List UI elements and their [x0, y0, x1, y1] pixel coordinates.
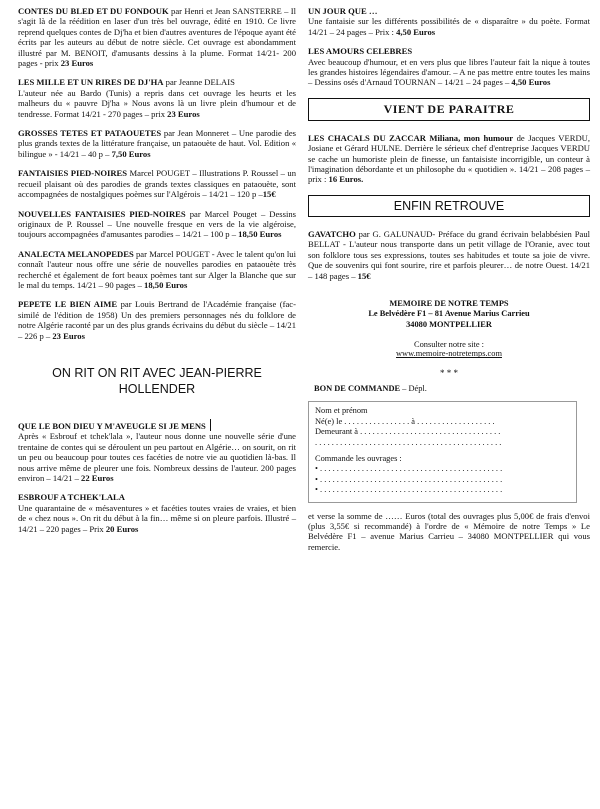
right-column: [308, 6, 590, 552]
birth-field: Né(e) le . . . . . . . . . . . . . . . . à . . . . . . . . . . . . . . . . . . .: [315, 416, 495, 426]
book-entry: LES AMOURS CELEBRES Avec beaucoup d'humour, et en vers plus que libres l'auteur fait la nique à toutes les grandes histoires légendaires d'amour. – A ne pas mettre entre toutes les mains – Dessins osés d'Arnaud TOURNAN – 14/21 – 24 pages – 4,50 Euros: [308, 46, 590, 88]
book-entry: LES CHACALS DU ZACCAR Miliana, mon humour de Jacques VERDU, Josiane et Gérard HULNE. Derrière le sérieux chef d'entreprise Jacques VERDU se cache un humoriste plein de finesse, un fantaisiste incorrigible, un conteur à l'imagination débordante et un philosophe du « quotidien ». 14/21 – 208 pages – prix : 16 Euros.: [308, 132, 591, 185]
order-line: • . . . . . . . . . . . . . . . . . . . . . . . . . . . . . . . . . . . . . . . . . . . .: [315, 485, 503, 495]
blank-line: . . . . . . . . . . . . . . . . . . . . . . . . . . . . . . . . . . . . . . . . . . . . .: [315, 437, 502, 447]
book-title: UN JOUR QUE …: [308, 6, 378, 16]
book-entry: GROSSES TETES ET PATAOUETES par Jean Monneret – Une parodie des plus grands textes de la littérature française, un pataouète de haut. Vol. Edition « bilingue » - 14/21 – 40 p – 7,50 Euros: [18, 128, 297, 159]
book-price: 23 Euros: [167, 108, 200, 119]
book-price: 22 Euros: [81, 473, 114, 483]
address-field: Demeurant à . . . . . . . . . . . . . . . . . . . . . . . . . . . . . . . . . .: [315, 427, 501, 437]
order-form-heading: BON DE COMMANDE – Dépl.: [314, 384, 427, 394]
website-link[interactable]: www.memoire-notretemps.com: [396, 349, 502, 359]
book-title: QUE LE BON DIEU Y M'AVEUGLE SI JE MENS: [18, 420, 206, 431]
order-form: [308, 401, 577, 502]
order-instructions: et verse la somme de …… Euros (total des ouvrages plus 5,00€ de frais d'envoi (plus 3,55€ si recommandé) à l'ordre de « Mémoire de notre Temps » Le Belvédère F1 – avenue Marius Carrieu – 34080 MONTPELLIER qui vous remercie.: [308, 510, 590, 552]
book-entry: LES MILLE ET UN RIRES DE DJ'HA par Jeanne DELAIS L'auteur née au Bardo (Tunis) a repris dans cet ouvrage les heurts et les malheurs du « pauvre Dj'ha » Nous avons là un livre plein d'humour et de tendresse. Format 14/21 - 270 pages – prix 23 Euros: [18, 77, 296, 119]
book-price: 4,50 Euros: [396, 26, 436, 37]
left-column: [18, 6, 296, 543]
book-entry: PEPETE LE BIEN AIME par Louis Bertrand de l'Académie française (fac-similé de l'édition de 1958) Un des premiers personnages nés du folklore de notre Algérie raconté par un des plus grands écrivains du début du siècle – 14/21 – 226 p – 23 Euros: [18, 299, 296, 341]
book-price: 16 Euros.: [328, 174, 364, 185]
separator-stars: * * *: [440, 368, 458, 379]
book-entry: QUE LE BON DIEU Y M'AVEUGLE SI JE MENS Après « Esbrouf et tchek'lala », l'auteur nous donne une nouvelle série d'une trentaine de contes qui se déroulent un peu partout en Algérie… on sourit, on rit un peu ou beaucoup pour toutes ces facéties de notre vie au quotidien là-bas. Il nous arrive même de pleurer une fois. Nombreux dessins de l'auteur. 200 pages environ – 14/21 – 22 Euros: [18, 420, 296, 483]
book-title: LES MILLE ET UN RIRES DE DJ'HA: [18, 77, 164, 88]
book-entry: ANALECTA MELANOPEDES par Marcel POUGET - Avec le talent qu'on lui connaît l'auteur nous offre une série de nouvelles parodies en pataouète très recherché et également de fort beaux poèmes tant sur Alger la Blanche que sur le mal du temps. 14/21 – 90 pages – 18,50 Euros: [18, 248, 296, 290]
book-title: GAVATCHO: [308, 228, 356, 239]
vertical-bar: [210, 419, 211, 431]
book-price: 15€: [262, 189, 276, 200]
book-price: 18,50 Euros: [238, 229, 282, 240]
book-entry: UN JOUR QUE … Une fantaisie sur les différents possibilités de « disparaître » du poète. Format 14/21 – 24 pages – Prix : 4,50 Euros: [308, 6, 590, 37]
order-line: • . . . . . . . . . . . . . . . . . . . . . . . . . . . . . . . . . . . . . . . . . . . .: [315, 474, 503, 484]
website-label: Consulter notre site :: [413, 340, 484, 350]
name-field: Nom et prénom: [315, 406, 368, 416]
publisher-address: MEMOIRE DE NOTRE TEMPS Le Belvédère F1 – 81 Avenue Marius Carrieu 34080 MONTPELLIER: [368, 298, 530, 329]
book-title: LES AMOURS CELEBRES: [308, 46, 413, 57]
book-title: NOUVELLES FANTAISIES PIED-NOIRES: [18, 208, 186, 219]
book-title: PEPETE LE BIEN AIME: [18, 299, 118, 310]
book-entry: CONTES DU BLED ET DU FONDOUK par Henri et Jean SANSTERRE – Il s'agit là de la réédition en laser d'un très bel ouvrage, édité en 1910. Ce livre reprend quelques contes de Dj'ha et bien d'autres aventures de l'époque ayant été écrits par les auteurs au début de notre siècle. Cet ouvrage est abondamment illustré par M. BENOIT, d'amusants dessins à la plume. Format 14/21- 200 pages - prix 23 Euros: [18, 6, 297, 69]
banner-found-again: ENFIN RETROUVE: [308, 195, 590, 217]
book-title: GROSSES TETES ET PATAOUETES: [18, 128, 162, 139]
section-heading: ON RIT ON RIT AVEC JEAN-PIERRE HOLLENDER: [52, 365, 262, 396]
book-title: ESBROUF A TCHEK'LALA: [18, 492, 125, 503]
book-entry: GAVATCHO par G. GALUNAUD- Préface du grand écrivain belabbésien Paul BELLAT - L'auteur nous transporte dans un petit village de l'Oranie, avec tout son folklore tous ses expressions, toutes ses habitudes et toute sa joie de vivre. Que de souvenirs qui font sourire, rire et parfois pleurer… de notre Ouest. 14/21 – 148 pages – 15€: [308, 228, 590, 281]
book-price: 7,50 Euros: [111, 148, 151, 159]
order-line: • . . . . . . . . . . . . . . . . . . . . . . . . . . . . . . . . . . . . . . . . . . . .: [315, 464, 503, 474]
book-price: 20 Euros: [105, 523, 139, 534]
book-price: 15€: [357, 270, 371, 281]
book-title: ANALECTA MELANOPEDES: [18, 248, 134, 259]
order-books-label: Commande les ouvrages :: [315, 454, 402, 464]
book-entry: NOUVELLES FANTAISIES PIED-NOIRES par Marcel Pouget – Dessins originaux de P. Roussel – Une nouvelle fresque en vers de la vie algéroise, toujours accompagnées d'amusantes parodies – 14/21 – 100 p – 18,50 Euros: [18, 208, 297, 240]
book-entry: FANTAISIES PIED-NOIRES Marcel POUGET – Illustrations P. Roussel – un recueil plaisant où des parodies de grands textes classiques en pataouète, sont accompagnées de nostalgiques poèmes sur l'Algérois – 14/21 – 120 p –15€: [18, 168, 296, 200]
book-title: CONTES DU BLED ET DU FONDOUK: [18, 6, 169, 16]
book-entry: ESBROUF A TCHEK'LALA Une quarantaine de « mésaventures » et facéties toutes vraies de vraies, et bien de « chez nous ». On rit du début à la fin… même si on pleure parfois. Illustré – 14/21 – 220 pages – Prix 20 Euros: [18, 492, 296, 534]
book-price: 18,50 Euros: [144, 279, 188, 290]
book-title: LES CHACALS DU ZACCAR Miliana, mon humour: [308, 132, 514, 143]
book-price: 23 Euros: [52, 330, 85, 341]
book-price: 4,50 Euros: [511, 77, 551, 88]
book-title: FANTAISIES PIED-NOIRES: [18, 168, 128, 179]
book-price: 23 Euros: [60, 58, 94, 69]
banner-new-release: VIENT DE PARAITRE: [308, 98, 590, 121]
